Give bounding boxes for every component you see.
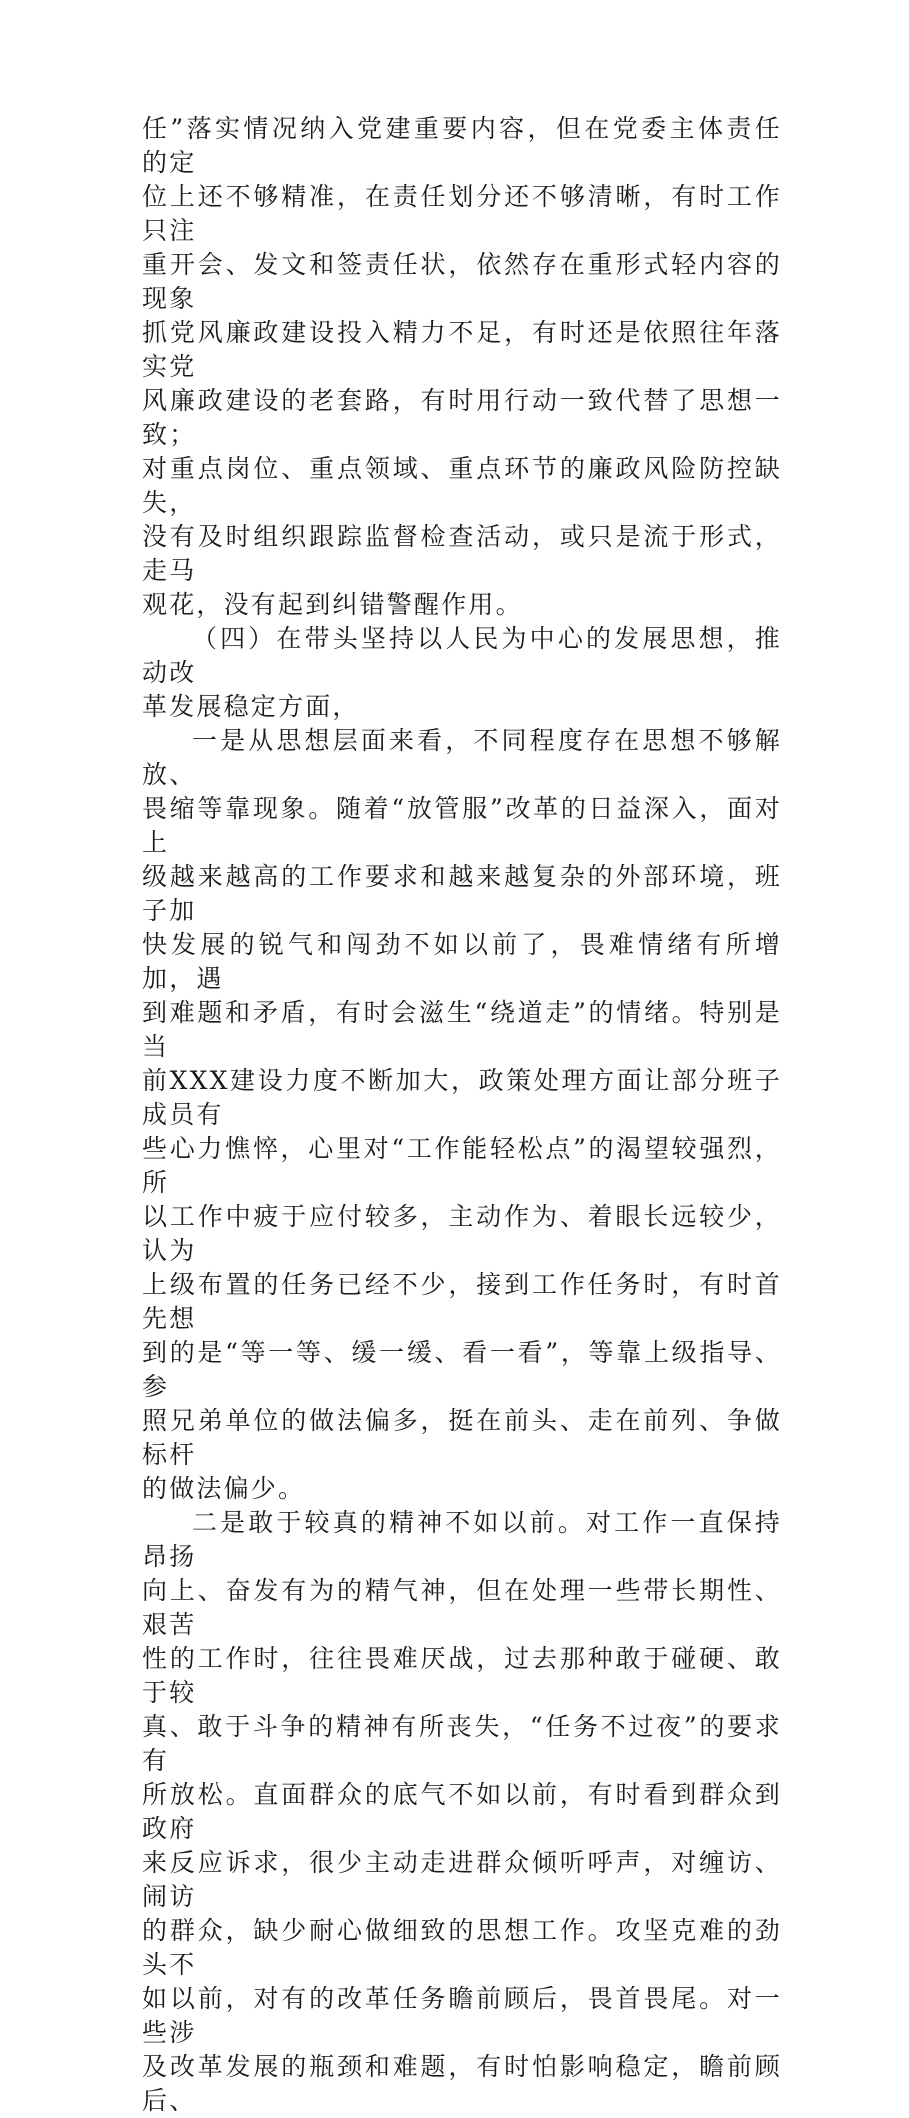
text-line: 任”落实情况纳入党建重要内容，但在党委主体责任的定: [142, 114, 782, 177]
text-line: 前XXX建设力度不断加大，政策处理方面让部分班子成员有: [142, 1066, 782, 1129]
text-line: 照兄弟单位的做法偏多，挺在前头、走在前列、争做标杆: [142, 1406, 782, 1469]
text-line: 真、敢于斗争的精神有所丧失，“任务不过夜”的要求有: [142, 1712, 782, 1775]
text-line: 的群众，缺少耐心做细致的思想工作。攻坚克难的劲头不: [142, 1916, 782, 1979]
text-line: （四）在带头坚持以人民为中心的发展思想，推动改: [142, 624, 782, 687]
text-line: 性的工作时，往往畏难厌战，过去那种敢于碰硬、敢于较: [142, 1644, 782, 1707]
text-line: 对重点岗位、重点领域、重点环节的廉政风险防控缺失，: [142, 454, 782, 517]
text-line: 抓党风廉政建设投入精力不足，有时还是依照往年落实党: [142, 318, 782, 381]
text-line: 来反应诉求，很少主动走进群众倾听呼声，对缠访、闹访: [142, 1848, 782, 1911]
text-line: 的做法偏少。: [142, 1474, 306, 1503]
text-line: 革发展稳定方面，: [142, 692, 360, 721]
text-line: 如以前，对有的改革任务瞻前顾后，畏首畏尾。对一些涉: [142, 1984, 782, 2047]
text-line: 到难题和矛盾，有时会滋生“绕道走”的情绪。特别是当: [142, 998, 782, 1061]
text-line: 向上、奋发有为的精气神，但在处理一些带长期性、艰苦: [142, 1576, 782, 1639]
paragraph: [142, 724, 782, 1506]
paragraph: [142, 622, 782, 724]
text-line: 快发展的锐气和闯劲不如以前了，畏难情绪有所增加，遇: [142, 930, 782, 993]
text-line: 到的是“等一等、缓一缓、看一看”，等靠上级指导、参: [142, 1338, 782, 1401]
document-body: [142, 112, 782, 2118]
text-line: 重开会、发文和签责任状，依然存在重形式轻内容的现象: [142, 250, 782, 313]
text-line: 所放松。直面群众的底气不如以前，有时看到群众到政府: [142, 1780, 782, 1843]
text-line: 二是敢于较真的精神不如以前。对工作一直保持昂扬: [142, 1508, 782, 1571]
text-line: 位上还不够精准，在责任划分还不够清晰，有时工作只注: [142, 182, 782, 245]
text-line: 级越来越高的工作要求和越来越复杂的外部环境，班子加: [142, 862, 782, 925]
text-line: 及改革发展的瓶颈和难题，有时怕影响稳定，瞻前顾后、: [142, 2052, 782, 2115]
text-line: 一是从思想层面来看，不同程度存在思想不够解放、: [142, 726, 782, 789]
text-line: 畏缩等靠现象。随着“放管服”改革的日益深入，面对上: [142, 794, 782, 857]
text-line: 风廉政建设的老套路，有时用行动一致代替了思想一致；: [142, 386, 782, 449]
paragraph: [142, 1506, 782, 2118]
paragraph: [142, 112, 782, 622]
text-line: 上级布置的任务已经不少，接到工作任务时，有时首先想: [142, 1270, 782, 1333]
text-line: 以工作中疲于应付较多，主动作为、着眼长远较少，认为: [142, 1202, 782, 1265]
text-line: 些心力憔悴，心里对“工作能轻松点”的渴望较强烈，所: [142, 1134, 782, 1197]
text-line: 没有及时组织跟踪监督检查活动，或只是流于形式，走马: [142, 522, 782, 585]
text-line: 观花，没有起到纠错警醒作用。: [142, 590, 523, 619]
